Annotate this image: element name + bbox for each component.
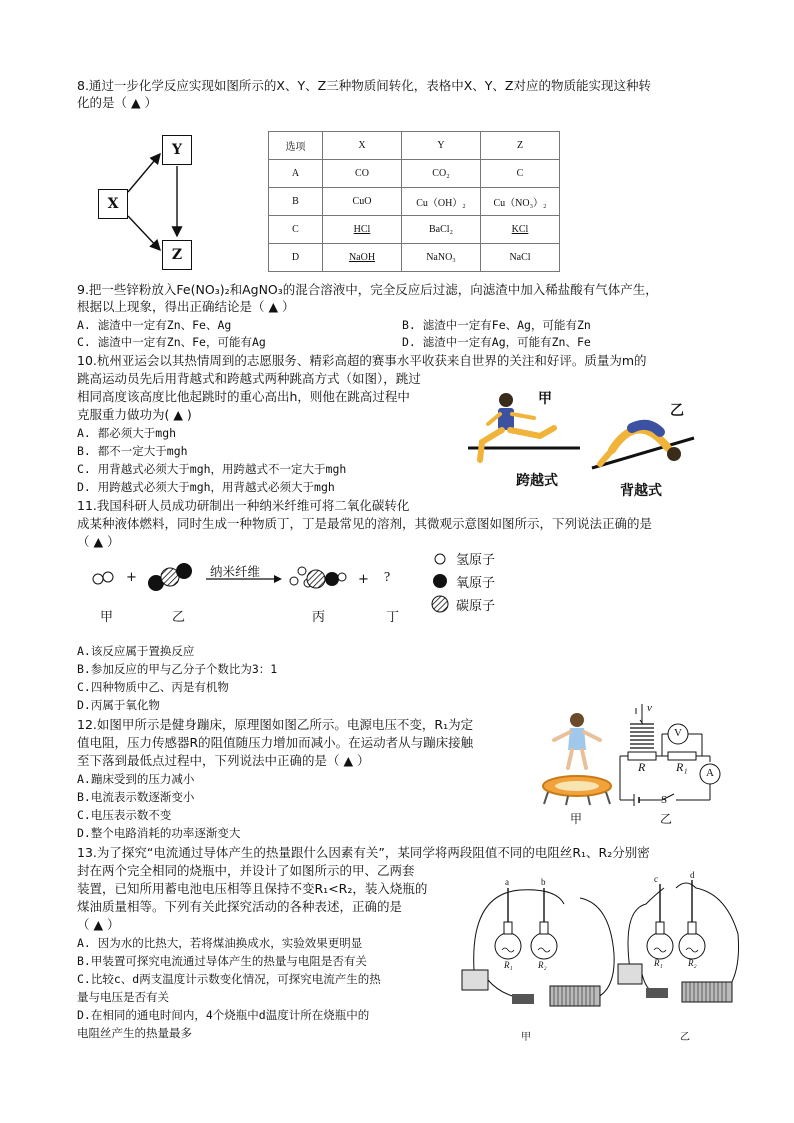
table-cell: BaCl₂ xyxy=(402,216,481,244)
table-cell: A xyxy=(269,160,323,188)
q10-option-d: D. 用跨越式必须大于mgh，用背越式必须大于mgh xyxy=(77,480,335,494)
q8-stem-line2: 化的是（ ▲ ） xyxy=(77,95,158,110)
table-cell: CuO xyxy=(323,188,402,216)
q13-fig-label-yi: 乙 xyxy=(680,1032,690,1043)
q11-label-yi: 乙 xyxy=(172,610,186,625)
q13-stem-line3: 装置，已知所用蓄电池电压相等且保持不变R₁<R₂，装入烧瓶的 xyxy=(77,881,428,896)
q13-stem-line5: （ ▲ ） xyxy=(77,917,120,932)
q10-stem-line4: 克服重力做功为( ▲ ) xyxy=(77,407,192,422)
table-cell: NaCl xyxy=(481,244,560,272)
table-cell: D xyxy=(269,244,323,272)
q13-option-c-line2: 量与电压是否有关 xyxy=(77,990,169,1004)
q12-option-a: A.蹦床受到的压力减小 xyxy=(77,772,195,786)
athlete-head-2 xyxy=(667,447,681,461)
q11-label-bing: 丙 xyxy=(312,610,326,625)
q10-option-c: C. 用背越式必须大于mgh，用跨越式不一定大于mgh xyxy=(77,462,347,476)
athlete-body-1 xyxy=(498,408,514,430)
q8-options-table xyxy=(268,131,560,272)
table-row xyxy=(269,160,560,188)
q8-stem-line1: 8.通过一步化学反应实现如图所示的X、Y、Z三种物质间转化，表格中X、Y、Z对应的物质能实现这种转 xyxy=(77,78,651,93)
q12-option-d: D.整个电路消耗的功率逐渐变大 xyxy=(77,826,241,840)
q13-option-d-line1: D.在相同的通电时间内，4个烧瓶中d温度计所在烧瓶中的 xyxy=(77,1008,370,1022)
q12-fig-R1: R₁ xyxy=(676,760,688,774)
table-row xyxy=(269,216,560,244)
q13-apparatus-yi xyxy=(616,874,746,1024)
q9-option-b: B. 滤渣中一定有Fe、Ag，可能有Zn xyxy=(402,318,591,332)
q9-stem-line2: 根据以上现象，得出正确结论是（ ▲ ） xyxy=(77,299,295,314)
q13-yi-r2: R₂ xyxy=(688,958,697,968)
table-header-cell: Y xyxy=(402,132,481,160)
q12-fig-label-yi: 乙 xyxy=(660,812,673,826)
q10-stem-line1: 10.杭州亚运会以其热情周到的志愿服务、精彩高超的赛事水平收获来自世界的关注和好评。质量为m的 xyxy=(77,353,647,368)
table-row xyxy=(269,244,560,272)
q11-option-d: D.丙属于氧化物 xyxy=(77,698,160,712)
q9-option-d: D. 滤渣中一定有Ag，可能有Zn、Fe xyxy=(402,335,591,349)
q11-legend-carbon: 碳原子 xyxy=(456,599,496,614)
q13-jia-r2: R₂ xyxy=(538,960,547,970)
q13-stem-line2: 封在两个完全相同的烧瓶中，并设计了如图所示的甲、乙两套 xyxy=(77,863,415,878)
q13-jia-r1: R₁ xyxy=(504,960,513,970)
table-header-cell: X xyxy=(323,132,402,160)
table-cell: CO xyxy=(323,160,402,188)
q10-stem-line2: 跳高运动员先后用背越式和跨越式两种跳高方式（如图），跳过 xyxy=(77,371,421,386)
node-y: Y xyxy=(162,135,192,165)
q9-option-a: A. 滤渣中一定有Zn、Fe、Ag xyxy=(77,318,232,332)
q12-fig-R: R xyxy=(638,760,646,774)
q11-label-ding: 丁 xyxy=(386,610,400,625)
q12-fig-label-jia: 甲 xyxy=(570,812,583,826)
q12-option-c: C.电压表示数不变 xyxy=(77,808,172,822)
table-header-row xyxy=(269,132,560,160)
athlete-head-1 xyxy=(499,393,513,407)
q11-plus-2: + xyxy=(358,572,369,587)
q11-question-mark: ? xyxy=(384,570,391,585)
q13-option-a: A. 因为水的比热大，若将煤油换成水，实验效果更明显 xyxy=(77,936,363,950)
q10-option-b: B. 都不一定大于mgh xyxy=(77,444,188,458)
q13-thermometer-a: a xyxy=(505,877,509,887)
q12-voltmeter-label: V xyxy=(674,727,682,739)
node-x: X xyxy=(98,189,128,219)
q13-option-d-line2: 电阻丝产生的热量最多 xyxy=(77,1026,192,1040)
table-cell: Cu（NO₃）₂ xyxy=(481,188,560,216)
q9-stem-line1: 9.把一些锌粉放入Fe(NO₃)₂和AgNO₃的混合溶液中，完全反应后过滤，向滤渣中加入稀盐酸有气体产生， xyxy=(77,282,658,297)
q13-fig-label-jia: 甲 xyxy=(521,1032,531,1043)
q12-fig-v: v xyxy=(647,702,652,714)
q13-stem-line4: 煤油质量相等。下列有关此探究活动的各种表述，正确的是 xyxy=(77,899,403,914)
q12-stem-line1: 12.如图甲所示是健身蹦床，原理图如图乙所示。电源电压不变，R₁为定 xyxy=(77,717,474,732)
q11-plus-1: + xyxy=(126,570,137,585)
q12-stem-line2: 值电阻，压力传感器R的阻值随压力增加而减小。在运动者从与蹦床接触 xyxy=(77,735,474,750)
q11-arrow-label: 纳米纤维 xyxy=(210,564,261,579)
table-cell: NaNO₃ xyxy=(402,244,481,272)
q11-stem-line1: 11.我国科研人员成功研制出一种纳米纤维可将二氧化碳转化 xyxy=(77,498,410,513)
q13-thermometer-b: b xyxy=(541,877,546,887)
q12-trampoline-figure xyxy=(534,706,620,806)
q11-option-c: C.四种物质中乙、丙是有机物 xyxy=(77,680,229,694)
q11-stem-line3: （ ▲ ） xyxy=(77,534,120,549)
q13-option-b: B.甲装置可探究电流通过导体产生的热量与电阻是否有关 xyxy=(77,954,367,968)
q13-option-c-line1: C.比较c、d两支温度计示数变化情况，可探究电流产生的热 xyxy=(77,972,381,986)
q10-fig-caption-2: 背越式 xyxy=(620,482,662,498)
q13-stem-line1: 13.为了探究“电流通过导体产生的热量跟什么因素有关”，某同学将两段阻值不同的电阻丝R₁、R₂分别密 xyxy=(77,845,650,860)
q11-option-a: A.该反应属于置换反应 xyxy=(77,644,195,658)
q10-fig-label-jia: 甲 xyxy=(538,390,552,406)
arrow-x-to-y xyxy=(128,154,160,192)
table-cell: KCl xyxy=(481,216,560,244)
table-cell: CO₂ xyxy=(402,160,481,188)
table-cell: Cu（OH）₂ xyxy=(402,188,481,216)
q11-legend-symbols xyxy=(430,550,450,618)
q10-stem-line3: 相同高度该高度比他起跳时的重心高出h，则他在跳高过程中 xyxy=(77,389,410,404)
q11-option-b: B.参加反应的甲与乙分子个数比为3：1 xyxy=(77,662,278,676)
arrow-x-to-z xyxy=(128,216,160,250)
q13-apparatus-jia xyxy=(460,874,620,1024)
q12-stem-line3: 至下落到最低点过程中，下列说法中正确的是（ ▲ ） xyxy=(77,753,370,768)
table-header-cell: 选项 xyxy=(269,132,323,160)
q10-fig-caption-1: 跨越式 xyxy=(516,472,558,488)
q10-high-jump-figure xyxy=(462,380,706,500)
q11-legend-hydrogen: 氢原子 xyxy=(456,553,496,568)
q12-option-b: B.电流表示数逐渐变小 xyxy=(77,790,195,804)
table-row xyxy=(269,188,560,216)
table-cell: HCl xyxy=(323,216,402,244)
table-cell: NaOH xyxy=(323,244,402,272)
q11-label-jia: 甲 xyxy=(100,610,114,625)
table-cell: C xyxy=(269,216,323,244)
table-header-cell: Z xyxy=(481,132,560,160)
q12-ammeter-label: A xyxy=(706,767,714,779)
q10-option-a: A. 都必须大于mgh xyxy=(77,426,177,440)
q9-option-c: C. 滤渣中一定有Zn、Fe，可能有Ag xyxy=(77,335,266,349)
node-z: Z xyxy=(162,240,192,270)
table-cell: C xyxy=(481,160,560,188)
q12-switch-label: S xyxy=(661,794,668,806)
q13-yi-r1: R₁ xyxy=(654,958,663,968)
q13-thermometer-d: d xyxy=(690,870,695,880)
q13-thermometer-c: c xyxy=(654,874,658,884)
table-cell: B xyxy=(269,188,323,216)
q11-legend-oxygen: 氧原子 xyxy=(456,576,496,591)
q11-stem-line2: 成某种液体燃料，同时生成一种物质丁，丁是最常见的溶剂，其微观示意图如图所示，下列说法正确的是 xyxy=(77,516,653,531)
q12-circuit-diagram xyxy=(614,700,724,812)
q10-fig-label-yi: 乙 xyxy=(670,402,684,418)
